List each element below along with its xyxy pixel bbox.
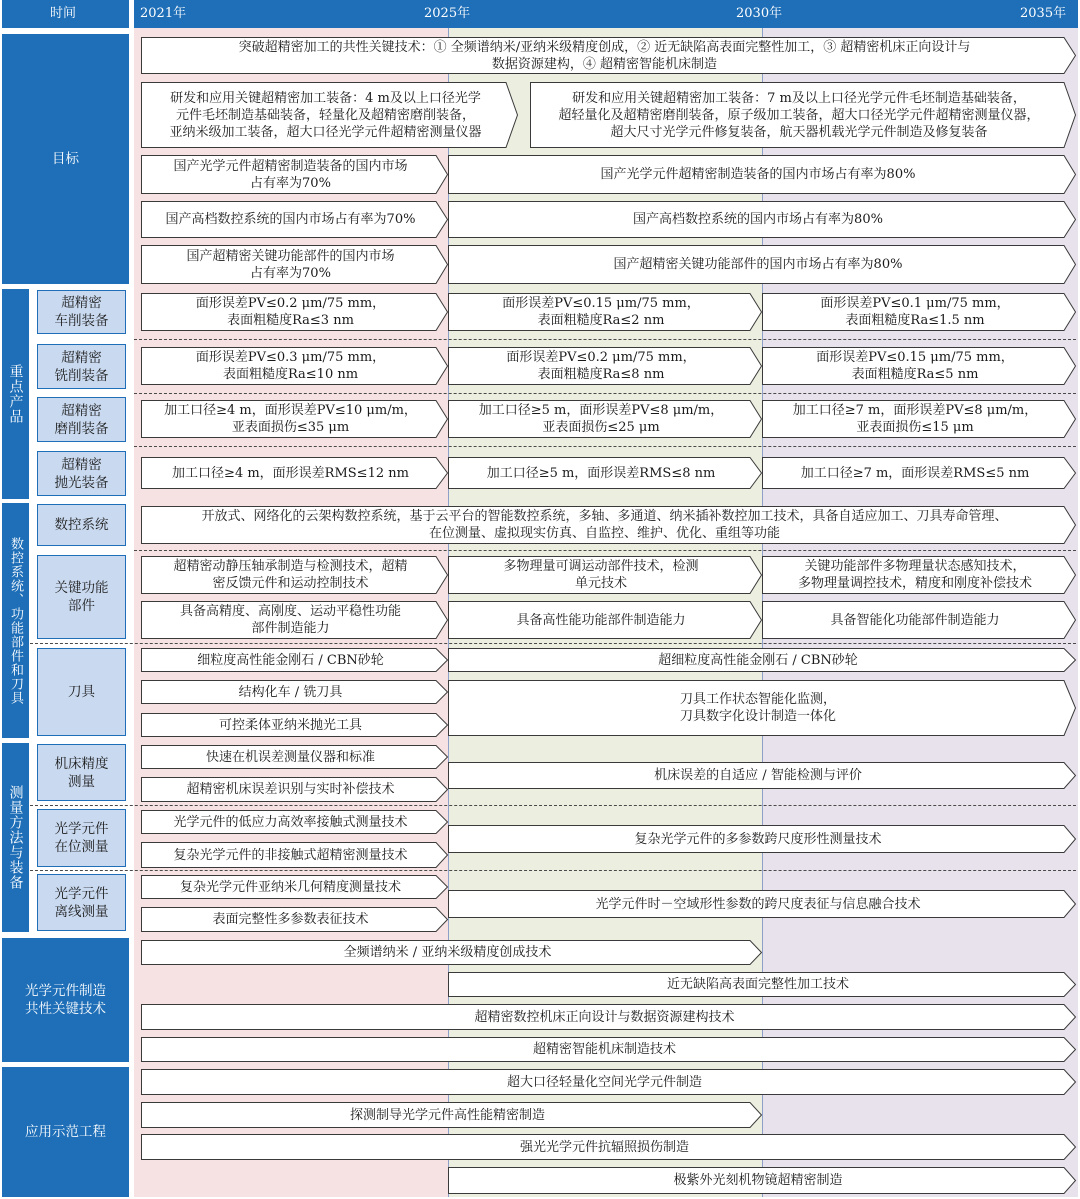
demo-space-optics-arrow: 超大口径轻量化空间光学元件制造 bbox=[141, 1069, 1076, 1095]
key-parts-2025-a-arrow: 超精密动静压轴承制造与检测技术，超精 密反馈元件和运动控制技术 bbox=[141, 556, 448, 594]
goal-equipment-2035-arrow: 研发和应用关键超精密加工装备：7 m及以上口径光学元件毛坯制造基础装备， 超轻量化及超精密磨削装备，原子级加工装备，超大口径光学元件超精密测量仪器， 超大尺寸光学元件修复装备，航天器机载光学元件制造及修复装备 bbox=[530, 82, 1076, 148]
offline-surface-arrow: 表面完整性多参数表征技术 bbox=[141, 907, 448, 932]
offline-geometry-arrow: 复杂光学元件亚纳米几何精度测量技术 bbox=[141, 875, 448, 899]
common-tech-smart-machine-arrow: 超精密智能机床制造技术 bbox=[141, 1037, 1076, 1062]
inposition-multiparam-arrow: 复杂光学元件的多参数跨尺度形性测量技术 bbox=[448, 825, 1076, 853]
key-parts-2035-b-arrow: 具备智能化功能部件制造能力 bbox=[762, 601, 1076, 639]
polishing-2035-arrow: 加工口径≥7 m，面形误差RMS≤5 nm bbox=[762, 457, 1076, 489]
sub-polishing: 超精密 抛光装备 bbox=[37, 451, 126, 496]
milling-2030-arrow: 面形误差PV≤0.2 μm/75 mm， 表面粗糙度Ra≤8 nm bbox=[448, 347, 762, 385]
machine-error-compensation-arrow: 超精密机床误差识别与实时补偿技术 bbox=[141, 777, 448, 802]
polishing-2025-arrow: 加工口径≥4 m，面形误差RMS≤12 nm bbox=[141, 457, 448, 489]
turning-2030-arrow: 面形误差PV≤0.15 μm/75 mm， 表面粗糙度Ra≤2 nm bbox=[448, 293, 762, 331]
sub-inposition: 光学元件 在位测量 bbox=[37, 809, 126, 867]
year-2025: 2025年 bbox=[424, 6, 471, 21]
tools-monitoring-arrow: 刀具工作状态智能化监测， 刀具数字化设计制造一体化 bbox=[448, 680, 1076, 736]
offline-fusion-arrow: 光学元件时－空域形性参数的跨尺度表征与信息融合技术 bbox=[448, 890, 1076, 918]
turning-2025-arrow: 面形误差PV≤0.2 μm/75 mm， 表面粗糙度Ra≤3 nm bbox=[141, 293, 448, 331]
year-2030: 2030年 bbox=[736, 6, 783, 21]
section-goals: 目标 bbox=[2, 34, 129, 284]
section-common-tech: 光学元件制造 共性关键技术 bbox=[2, 938, 129, 1062]
section-measure: 测量方法与装备 bbox=[2, 743, 29, 932]
goal-cnc-share-80-arrow: 国产高档数控系统的国内市场占有率为80% bbox=[448, 201, 1076, 238]
key-parts-2030-b-arrow: 具备高性能功能部件制造能力 bbox=[448, 601, 762, 639]
goal-common-tech-arrow: 突破超精密加工的共性关键技术：① 全频谱纳米/亚纳米级精度创成，② 近无缺陷高表面完整性加工，③ 超精密机床正向设计与 数据资源建构，④ 超精密智能机床制造 bbox=[141, 37, 1076, 74]
key-parts-2035-a-arrow: 关键功能部件多物理量状态感知技术， 多物理量调控技术，精度和刚度补偿技术 bbox=[762, 556, 1076, 594]
inposition-noncontact-arrow: 复杂光学元件的非接触式超精密测量技术 bbox=[141, 842, 448, 868]
year-2021: 2021年 bbox=[140, 6, 187, 21]
demo-laser-optics-arrow: 强光光学元件抗辐照损伤制造 bbox=[141, 1134, 1076, 1160]
demo-guidance-optics-arrow: 探测制导光学元件高性能精密制造 bbox=[141, 1102, 762, 1128]
sub-cnc-system: 数控系统 bbox=[37, 504, 126, 546]
key-parts-2025-b-arrow: 具备高精度、高刚度、运动平稳性功能 部件制造能力 bbox=[141, 601, 448, 639]
sub-milling: 超精密 铣削装备 bbox=[37, 344, 126, 389]
grinding-2025-arrow: 加工口径≥4 m，面形误差PV≤10 μm/m， 亚表面损伤≤35 μm bbox=[141, 400, 448, 438]
tools-grinding-wheel-2025-arrow: 细粒度高性能金刚石 / CBN砂轮 bbox=[141, 648, 448, 672]
milling-2025-arrow: 面形误差PV≤0.3 μm/75 mm， 表面粗糙度Ra≤10 nm bbox=[141, 347, 448, 385]
machine-measure-instrument-arrow: 快速在机误差测量仪器和标准 bbox=[141, 745, 448, 769]
sub-key-parts: 关键功能 部件 bbox=[37, 555, 126, 639]
common-tech-fullspectrum-arrow: 全频谱纳米 / 亚纳米级精度创成技术 bbox=[141, 940, 762, 965]
goal-optical-share-80-arrow: 国产光学元件超精密制造装备的国内市场占有率为80% bbox=[448, 155, 1076, 194]
cnc-system-arrow: 开放式、网络化的云架构数控系统，基于云平台的智能数控系统，多轴、多通道、纳米插补数控加工技术，具备自适应加工、刀具寿命管理、 在位测量、虚拟现实仿真、自监控、维护、优化、重组等功能 bbox=[141, 506, 1076, 544]
goal-parts-share-70-arrow: 国产超精密关键功能部件的国内市场 占有率为70% bbox=[141, 245, 448, 284]
separator bbox=[134, 393, 1076, 394]
goal-equipment-2025-arrow: 研发和应用关键超精密加工装备：4 m及以上口径光学 元件毛坯制造基础装备，轻量化及超精密磨削装备， 亚纳米级加工装备，超大口径光学元件超精密测量仪器 bbox=[141, 82, 518, 148]
tools-grinding-wheel-2035-arrow: 超细粒度高性能金刚石 / CBN砂轮 bbox=[448, 648, 1076, 672]
key-parts-2030-a-arrow: 多物理量可调运动部件技术，检测 单元技术 bbox=[448, 556, 762, 594]
separator bbox=[134, 446, 1076, 447]
grinding-2035-arrow: 加工口径≥7 m，面形误差PV≤8 μm/m， 亚表面损伤≤15 μm bbox=[762, 400, 1076, 438]
year-header bbox=[134, 0, 1078, 28]
separator bbox=[134, 550, 1076, 551]
tools-polishing-arrow: 可控柔体亚纳米抛光工具 bbox=[141, 713, 448, 737]
common-tech-defectfree-arrow: 近无缺陷高表面完整性加工技术 bbox=[448, 972, 1076, 997]
section-cnc: 数控系统、功能部件和刀具 bbox=[2, 503, 29, 738]
goal-optical-share-70-arrow: 国产光学元件超精密制造装备的国内市场 占有率为70% bbox=[141, 155, 448, 194]
sub-turning: 超精密 车削装备 bbox=[37, 290, 126, 334]
tools-cutter-arrow: 结构化车 / 铣刀具 bbox=[141, 680, 448, 704]
sub-tools: 刀具 bbox=[37, 648, 126, 736]
sub-machine-precision: 机床精度 测量 bbox=[37, 744, 126, 801]
machine-measure-adaptive-arrow: 机床误差的自适应 / 智能检测与评价 bbox=[448, 762, 1076, 789]
turning-2035-arrow: 面形误差PV≤0.1 μm/75 mm， 表面粗糙度Ra≤1.5 nm bbox=[762, 293, 1076, 331]
sub-grinding: 超精密 磨削装备 bbox=[37, 397, 126, 442]
time-header bbox=[2, 0, 129, 28]
time-label: 时间 bbox=[50, 6, 77, 21]
separator bbox=[134, 339, 1076, 340]
section-demo: 应用示范工程 bbox=[2, 1067, 129, 1197]
milling-2035-arrow: 面形误差PV≤0.15 μm/75 mm， 表面粗糙度Ra≤5 nm bbox=[762, 347, 1076, 385]
separator bbox=[30, 643, 1076, 644]
year-2035: 2035年 bbox=[1020, 6, 1067, 21]
inposition-contact-arrow: 光学元件的低应力高效率接触式测量技术 bbox=[141, 810, 448, 834]
sub-offline: 光学元件 离线测量 bbox=[37, 874, 126, 931]
separator bbox=[30, 870, 1076, 871]
demo-euv-arrow: 极紫外光刻机物镜超精密制造 bbox=[448, 1167, 1076, 1194]
grinding-2030-arrow: 加工口径≥5 m，面形误差PV≤8 μm/m， 亚表面损伤≤25 μm bbox=[448, 400, 762, 438]
polishing-2030-arrow: 加工口径≥5 m，面形误差RMS≤8 nm bbox=[448, 457, 762, 489]
common-tech-forward-design-arrow: 超精密数控机床正向设计与数据资源建构技术 bbox=[141, 1004, 1076, 1030]
section-key-products: 重点产品 bbox=[2, 289, 29, 499]
goal-cnc-share-70-arrow: 国产高档数控系统的国内市场占有率为70% bbox=[141, 201, 448, 238]
separator bbox=[30, 805, 1076, 806]
goal-parts-share-80-arrow: 国产超精密关键功能部件的国内市场占有率为80% bbox=[448, 245, 1076, 284]
